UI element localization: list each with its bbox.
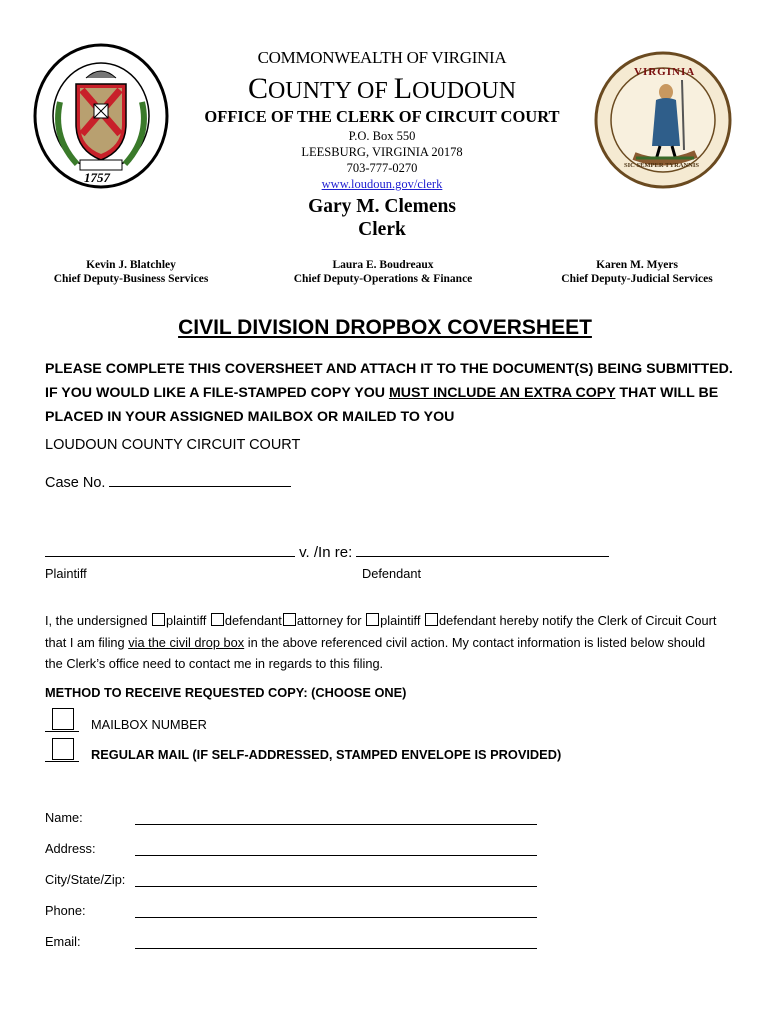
regular-mail-underline (45, 761, 79, 762)
contact-phone-label: Phone: (45, 903, 86, 918)
instructions: PLEASE COMPLETE THIS COVERSHEET AND ATTACH IT TO THE DOCUMENT(S) BEING SUBMITTED. IF YOU WOULD LIKE A FILE-STAMPED COPY YOU MUST INCLUDE AN EXTRA COPY THAT WILL BE PLACED IN YOUR ASSIGNED MAILBOX OR MAILED TO YOU (45, 361, 733, 425)
mailbox-option-label: MAILBOX NUMBER (91, 717, 207, 732)
city-address: LEESBURG, VIRGINIA 20178 (301, 145, 463, 159)
plaintiff-checkbox[interactable] (152, 613, 165, 626)
seal-right-motto: SIC SEMPER TYRANNIS (624, 162, 700, 169)
deputy-judicial: Karen M. Myers Chief Deputy-Judicial Services (561, 259, 713, 285)
po-box: P.O. Box 550 (348, 129, 416, 143)
mailbox-underline (45, 731, 79, 732)
parties-row (45, 541, 609, 561)
seal-left-year: 1757 (84, 170, 110, 185)
commonwealth-heading: COMMONWEALTH OF VIRGINIA (257, 48, 507, 67)
contact-email-field[interactable] (135, 947, 537, 949)
contact-email-label: Email: (45, 934, 81, 949)
versus-label: v. /In re: (299, 544, 353, 561)
virginia-state-seal (594, 50, 732, 190)
attorney-defendant-checkbox[interactable] (425, 613, 438, 626)
plaintiff-field[interactable] (45, 541, 295, 557)
clerk-title: Clerk (358, 219, 406, 240)
defendant-checkbox[interactable] (211, 613, 224, 626)
method-heading: METHOD TO RECEIVE REQUESTED COPY: (CHOOSE ONE) (45, 685, 407, 700)
regular-mail-checkbox[interactable] (52, 738, 74, 760)
regular-mail-option-label: REGULAR MAIL (IF SELF-ADDRESSED, STAMPED ENVELOPE IS PROVIDED) (91, 747, 562, 762)
contact-name-label: Name: (45, 810, 83, 825)
website-link[interactable]: www.loudoun.gov/clerk (321, 177, 443, 191)
office-heading: OFFICE OF THE CLERK OF CIRCUIT COURT (204, 107, 560, 126)
clerk-block (190, 195, 574, 241)
contact-city-field[interactable] (135, 885, 537, 887)
clerk-name: Gary M. Clemens (308, 196, 456, 217)
seal-right-top-text: VIRGINIA (634, 66, 696, 78)
contact-name-field[interactable] (135, 823, 537, 825)
form-title: CIVIL DIVISION DROPBOX COVERSHEET (178, 316, 592, 339)
court-name: LOUDOUN COUNTY CIRCUIT COURT (45, 437, 301, 453)
mailbox-checkbox[interactable] (52, 708, 74, 730)
contact-phone-field[interactable] (135, 916, 537, 918)
loudoun-county-seal (32, 42, 170, 190)
case-number-label: Case No. (45, 475, 106, 491)
deputy-business: Kevin J. Blatchley Chief Deputy-Business Services (53, 259, 209, 285)
contact-address-field[interactable] (135, 854, 537, 856)
case-number-field[interactable] (109, 471, 291, 487)
defendant-field[interactable] (356, 541, 609, 557)
office-phone: 703-777-0270 (346, 161, 418, 175)
deputy-operations: Laura E. Boudreaux Chief Deputy-Operations & Finance (293, 259, 473, 285)
defendant-label: Defendant (362, 566, 422, 581)
plaintiff-label: Plaintiff (45, 566, 87, 581)
case-number-row (45, 471, 291, 491)
contact-city-label: City/State/Zip: (45, 872, 126, 887)
attorney-plaintiff-checkbox[interactable] (366, 613, 379, 626)
county-heading: COUNTY OF LOUDOUN (247, 72, 517, 105)
contact-address-label: Address: (45, 841, 96, 856)
notice-paragraph: I, the undersigned plaintiff defendant attorney for plaintiff defendant hereby notify the Clerk of Circuit Court that I am filing via the civil drop box in the above referenced civil action. My contact information is listed below should the Clerk’s office need to contact me in regards to this filing. (45, 613, 717, 671)
attorney-checkbox[interactable] (283, 613, 296, 626)
